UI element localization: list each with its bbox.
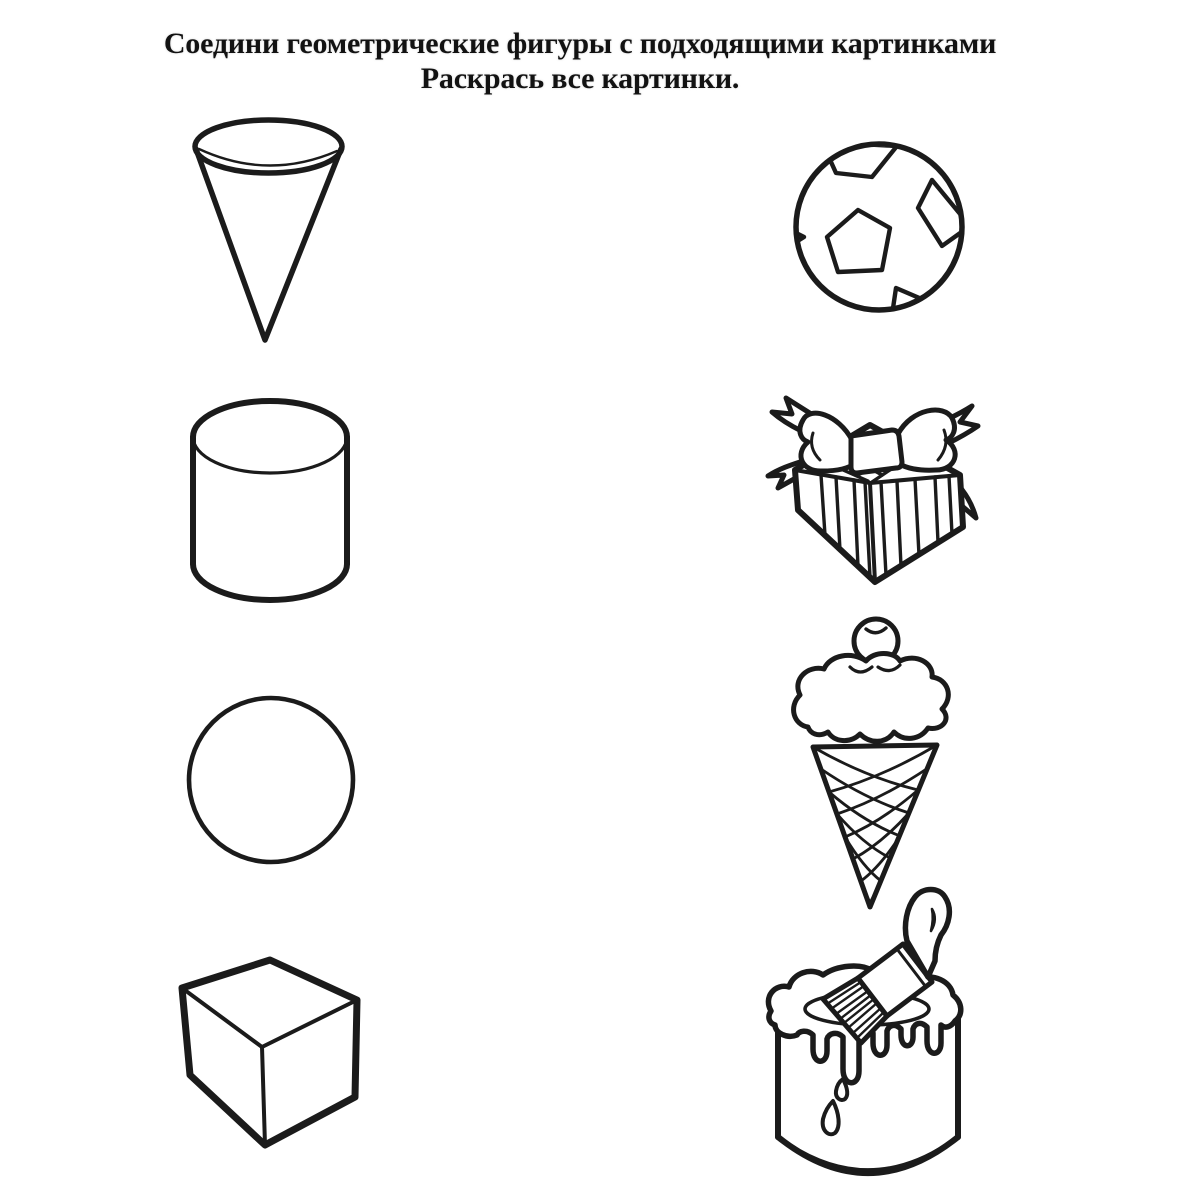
cone-shape-icon [185,113,355,358]
picture-item-paint-can[interactable] [765,885,975,1185]
picture-item-gift-box[interactable] [758,378,992,610]
cube-shape-icon [172,950,368,1152]
gift-box-icon [758,378,992,610]
picture-item-soccer-ball[interactable] [792,140,967,315]
shape-item-cone[interactable] [185,113,355,358]
circle-shape-icon [185,694,357,866]
title-line-1: Соедини геометрические фигуры с подходящими картинками [163,27,997,60]
shape-item-cube[interactable] [172,950,368,1152]
cylinder-shape-icon [185,392,355,614]
paint-can-icon [765,885,975,1185]
ice-cream-cone-icon [788,615,966,915]
soccer-ball-icon [792,140,967,315]
shape-item-circle[interactable] [185,694,357,866]
title-line-2: Раскрась все картинки. [420,62,740,95]
picture-item-ice-cream[interactable] [788,615,966,915]
shape-item-cylinder[interactable] [185,392,355,614]
worksheet-title [0,26,1160,96]
